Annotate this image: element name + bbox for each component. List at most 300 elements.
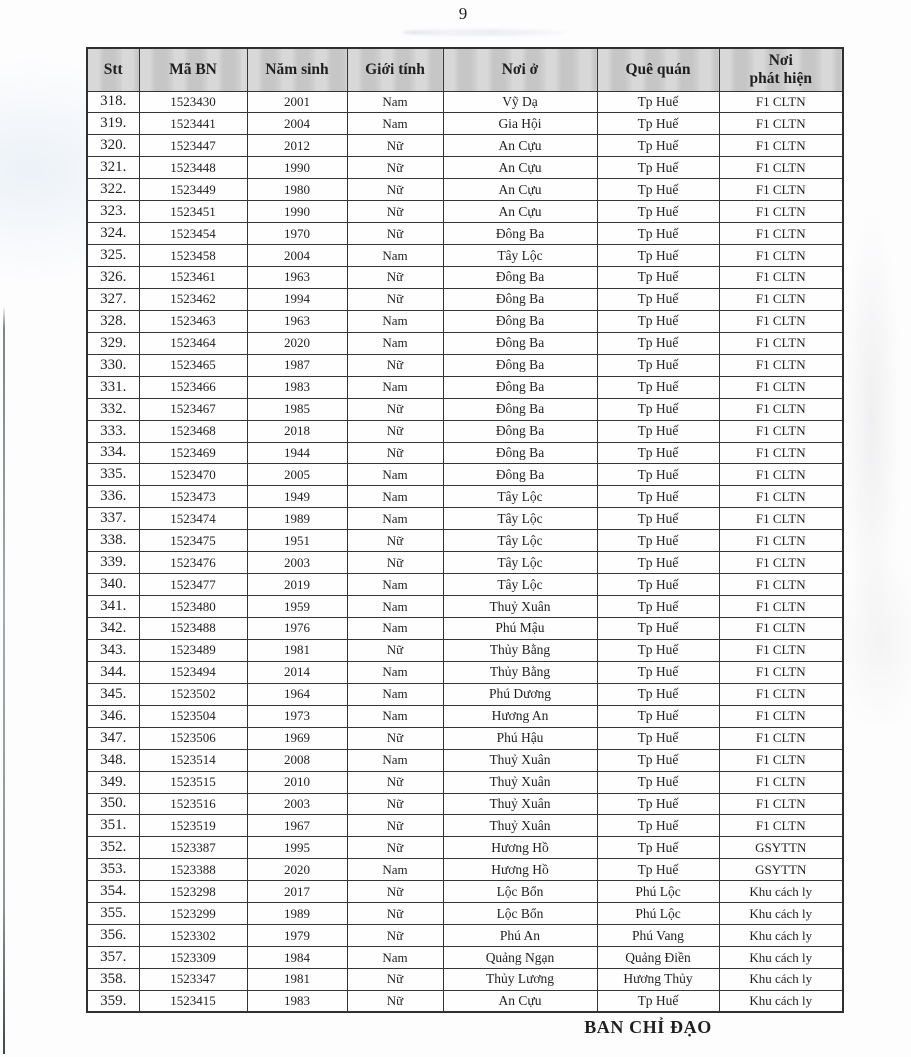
- table-row: [87, 420, 843, 442]
- cell-noi-phat-hien: F1 CLTN: [719, 157, 843, 179]
- cell-que-quan: Tp Huế: [597, 113, 719, 135]
- header-noi-o: Nơi ở: [443, 48, 597, 91]
- cell-gioi-tinh: Nữ: [347, 201, 443, 223]
- table-row: [87, 267, 843, 289]
- cell-noi-o: Đông Ba: [443, 332, 597, 354]
- table-row: [87, 179, 843, 201]
- table-row: [87, 990, 843, 1012]
- cell-noi-phat-hien: F1 CLTN: [719, 113, 843, 135]
- cell-que-quan: Tp Huế: [597, 508, 719, 530]
- cell-noi-o: Phú Mậu: [443, 618, 597, 640]
- cell-ma-bn: 1523302: [139, 925, 247, 947]
- table-row: [87, 969, 843, 991]
- cell-nam-sinh: 1990: [247, 201, 347, 223]
- cell-ma-bn: 1523470: [139, 464, 247, 486]
- page-number: 9: [458, 4, 468, 23]
- table-body: [87, 91, 843, 1012]
- cell-stt: 318.: [87, 91, 139, 113]
- cell-noi-o: Thuỷ Xuân: [443, 596, 597, 618]
- cell-stt: 322.: [87, 179, 139, 201]
- cell-ma-bn: 1523388: [139, 859, 247, 881]
- table-row: [87, 596, 843, 618]
- cell-noi-o: Hương Hồ: [443, 859, 597, 881]
- cell-nam-sinh: 2017: [247, 881, 347, 903]
- cell-noi-phat-hien: F1 CLTN: [719, 486, 843, 508]
- header-gioi-tinh: Giới tính: [347, 48, 443, 91]
- cell-noi-phat-hien: F1 CLTN: [719, 661, 843, 683]
- cell-que-quan: Tp Huế: [597, 618, 719, 640]
- cell-gioi-tinh: Nữ: [347, 727, 443, 749]
- cell-noi-o: An Cựu: [443, 135, 597, 157]
- cell-noi-o: Đông Ba: [443, 376, 597, 398]
- table-row: [87, 332, 843, 354]
- cell-stt: 357.: [87, 947, 139, 969]
- cell-noi-o: Thủy Bằng: [443, 639, 597, 661]
- cell-gioi-tinh: Nam: [347, 464, 443, 486]
- header-que-quan: Quê quán: [597, 48, 719, 91]
- cell-noi-phat-hien: F1 CLTN: [719, 771, 843, 793]
- cell-noi-o: Tây Lộc: [443, 552, 597, 574]
- cell-noi-o: Phú Hậu: [443, 727, 597, 749]
- table-row: [87, 530, 843, 552]
- table-row: [87, 157, 843, 179]
- table-row: [87, 925, 843, 947]
- cell-stt: 337.: [87, 508, 139, 530]
- cell-nam-sinh: 1959: [247, 596, 347, 618]
- cell-nam-sinh: 1970: [247, 223, 347, 245]
- cell-noi-phat-hien: F1 CLTN: [719, 552, 843, 574]
- cell-noi-o: Thủy Lương: [443, 969, 597, 991]
- cell-que-quan: Tp Huế: [597, 157, 719, 179]
- table-row: [87, 683, 843, 705]
- cell-noi-phat-hien: GSYTTN: [719, 837, 843, 859]
- cell-que-quan: Tp Huế: [597, 179, 719, 201]
- cell-stt: 344.: [87, 661, 139, 683]
- cell-ma-bn: 1523461: [139, 267, 247, 289]
- cell-que-quan: Hương Thủy: [597, 969, 719, 991]
- cell-noi-phat-hien: F1 CLTN: [719, 223, 843, 245]
- cell-que-quan: Tp Huế: [597, 288, 719, 310]
- cell-ma-bn: 1523298: [139, 881, 247, 903]
- cell-que-quan: Tp Huế: [597, 91, 719, 113]
- table-row: [87, 508, 843, 530]
- cell-ma-bn: 1523504: [139, 705, 247, 727]
- cell-noi-o: Tây Lộc: [443, 508, 597, 530]
- cell-noi-o: Đông Ba: [443, 223, 597, 245]
- cell-noi-phat-hien: F1 CLTN: [719, 793, 843, 815]
- cell-noi-phat-hien: Khu cách ly: [719, 903, 843, 925]
- cell-nam-sinh: 1976: [247, 618, 347, 640]
- cell-stt: 323.: [87, 201, 139, 223]
- cell-stt: 331.: [87, 376, 139, 398]
- cell-stt: 321.: [87, 157, 139, 179]
- cell-gioi-tinh: Nữ: [347, 157, 443, 179]
- cell-gioi-tinh: Nữ: [347, 223, 443, 245]
- cell-nam-sinh: 2005: [247, 464, 347, 486]
- header-ma-bn: Mã BN: [139, 48, 247, 91]
- cell-noi-phat-hien: F1 CLTN: [719, 749, 843, 771]
- cell-stt: 330.: [87, 354, 139, 376]
- cell-nam-sinh: 1963: [247, 267, 347, 289]
- table-row: [87, 135, 843, 157]
- cell-gioi-tinh: Nữ: [347, 639, 443, 661]
- cell-ma-bn: 1523347: [139, 969, 247, 991]
- cell-noi-phat-hien: F1 CLTN: [719, 398, 843, 420]
- header-row: [87, 48, 843, 91]
- cell-nam-sinh: 2012: [247, 135, 347, 157]
- table-row: [87, 486, 843, 508]
- cell-noi-phat-hien: Khu cách ly: [719, 947, 843, 969]
- cell-stt: 340.: [87, 574, 139, 596]
- cell-nam-sinh: 1989: [247, 508, 347, 530]
- patient-table: [86, 47, 844, 1013]
- cell-nam-sinh: 2014: [247, 661, 347, 683]
- cell-ma-bn: 1523506: [139, 727, 247, 749]
- cell-stt: 354.: [87, 881, 139, 903]
- cell-nam-sinh: 2019: [247, 574, 347, 596]
- cell-ma-bn: 1523488: [139, 618, 247, 640]
- cell-noi-o: Tây Lộc: [443, 486, 597, 508]
- table-row: [87, 223, 843, 245]
- cell-que-quan: Tp Huế: [597, 793, 719, 815]
- table-row: [87, 91, 843, 113]
- cell-ma-bn: 1523430: [139, 91, 247, 113]
- cell-nam-sinh: 1989: [247, 903, 347, 925]
- cell-stt: 355.: [87, 903, 139, 925]
- cell-noi-o: Tây Lộc: [443, 245, 597, 267]
- cell-nam-sinh: 1967: [247, 815, 347, 837]
- cell-stt: 348.: [87, 749, 139, 771]
- cell-gioi-tinh: Nam: [347, 683, 443, 705]
- cell-nam-sinh: 1944: [247, 442, 347, 464]
- cell-noi-o: Quảng Ngạn: [443, 947, 597, 969]
- cell-noi-o: Vỹ Dạ: [443, 91, 597, 113]
- cell-noi-phat-hien: F1 CLTN: [719, 705, 843, 727]
- cell-ma-bn: 1523476: [139, 552, 247, 574]
- cell-nam-sinh: 2004: [247, 245, 347, 267]
- cell-noi-o: Gia Hội: [443, 113, 597, 135]
- cell-gioi-tinh: Nữ: [347, 903, 443, 925]
- cell-nam-sinh: 1985: [247, 398, 347, 420]
- cell-stt: 345.: [87, 683, 139, 705]
- cell-noi-o: Đông Ba: [443, 464, 597, 486]
- header-noi-phat-hien: [719, 48, 843, 91]
- cell-gioi-tinh: Nam: [347, 508, 443, 530]
- cell-stt: 325.: [87, 245, 139, 267]
- cell-gioi-tinh: Nữ: [347, 837, 443, 859]
- cell-ma-bn: 1523415: [139, 990, 247, 1012]
- cell-noi-phat-hien: F1 CLTN: [719, 596, 843, 618]
- cell-que-quan: Tp Huế: [597, 267, 719, 289]
- cell-que-quan: Tp Huế: [597, 837, 719, 859]
- cell-noi-o: Thủy Bằng: [443, 661, 597, 683]
- cell-que-quan: Tp Huế: [597, 201, 719, 223]
- table-row: [87, 464, 843, 486]
- cell-gioi-tinh: Nam: [347, 618, 443, 640]
- table-row: [87, 354, 843, 376]
- header-nam-sinh: Năm sinh: [247, 48, 347, 91]
- cell-stt: 338.: [87, 530, 139, 552]
- cell-stt: 332.: [87, 398, 139, 420]
- cell-noi-phat-hien: F1 CLTN: [719, 91, 843, 113]
- cell-noi-phat-hien: F1 CLTN: [719, 508, 843, 530]
- cell-stt: 320.: [87, 135, 139, 157]
- cell-gioi-tinh: Nam: [347, 113, 443, 135]
- table-row: [87, 727, 843, 749]
- cell-ma-bn: 1523519: [139, 815, 247, 837]
- table-row: [87, 618, 843, 640]
- cell-gioi-tinh: Nữ: [347, 771, 443, 793]
- cell-noi-phat-hien: Khu cách ly: [719, 990, 843, 1012]
- scan-edge-line-artifact: [3, 306, 5, 1054]
- cell-gioi-tinh: Nữ: [347, 179, 443, 201]
- committee-signature-title: BAN CHỈ ĐẠO: [584, 1017, 712, 1037]
- cell-stt: 328.: [87, 310, 139, 332]
- cell-que-quan: Tp Huế: [597, 596, 719, 618]
- cell-stt: 319.: [87, 113, 139, 135]
- cell-stt: 334.: [87, 442, 139, 464]
- cell-ma-bn: 1523447: [139, 135, 247, 157]
- cell-ma-bn: 1523463: [139, 310, 247, 332]
- cell-que-quan: Tp Huế: [597, 376, 719, 398]
- cell-noi-o: Thuỷ Xuân: [443, 793, 597, 815]
- table-row: [87, 398, 843, 420]
- cell-stt: 342.: [87, 618, 139, 640]
- cell-nam-sinh: 2018: [247, 420, 347, 442]
- cell-que-quan: Tp Huế: [597, 223, 719, 245]
- cell-gioi-tinh: Nam: [347, 661, 443, 683]
- cell-stt: 358.: [87, 969, 139, 991]
- cell-noi-o: An Cựu: [443, 990, 597, 1012]
- cell-ma-bn: 1523387: [139, 837, 247, 859]
- cell-nam-sinh: 2003: [247, 552, 347, 574]
- cell-noi-o: Thuỷ Xuân: [443, 749, 597, 771]
- cell-ma-bn: 1523473: [139, 486, 247, 508]
- cell-noi-phat-hien: F1 CLTN: [719, 201, 843, 223]
- table-row: [87, 947, 843, 969]
- cell-gioi-tinh: Nữ: [347, 925, 443, 947]
- cell-nam-sinh: 2003: [247, 793, 347, 815]
- cell-nam-sinh: 1979: [247, 925, 347, 947]
- cell-noi-phat-hien: F1 CLTN: [719, 683, 843, 705]
- cell-noi-o: Đông Ba: [443, 288, 597, 310]
- cell-stt: 346.: [87, 705, 139, 727]
- patient-table-header: [87, 48, 843, 91]
- table-row: [87, 552, 843, 574]
- cell-noi-o: Tây Lộc: [443, 530, 597, 552]
- table-row: [87, 903, 843, 925]
- table-row: [87, 705, 843, 727]
- cell-stt: 339.: [87, 552, 139, 574]
- cell-nam-sinh: 1951: [247, 530, 347, 552]
- cell-que-quan: Quảng Điền: [597, 947, 719, 969]
- table-row: [87, 245, 843, 267]
- scan-smudge-artifact: [402, 29, 567, 36]
- cell-nam-sinh: 2001: [247, 91, 347, 113]
- cell-noi-phat-hien: F1 CLTN: [719, 179, 843, 201]
- cell-gioi-tinh: Nam: [347, 705, 443, 727]
- cell-que-quan: Tp Huế: [597, 990, 719, 1012]
- cell-noi-phat-hien: F1 CLTN: [719, 530, 843, 552]
- cell-stt: 351.: [87, 815, 139, 837]
- cell-gioi-tinh: Nam: [347, 310, 443, 332]
- cell-que-quan: Tp Huế: [597, 398, 719, 420]
- cell-noi-phat-hien: F1 CLTN: [719, 464, 843, 486]
- cell-ma-bn: 1523489: [139, 639, 247, 661]
- cell-nam-sinh: 1963: [247, 310, 347, 332]
- cell-que-quan: Tp Huế: [597, 464, 719, 486]
- cell-nam-sinh: 2010: [247, 771, 347, 793]
- cell-que-quan: Phú Lộc: [597, 903, 719, 925]
- cell-que-quan: Tp Huế: [597, 859, 719, 881]
- cell-nam-sinh: 1964: [247, 683, 347, 705]
- cell-stt: 326.: [87, 267, 139, 289]
- cell-gioi-tinh: Nam: [347, 947, 443, 969]
- cell-noi-phat-hien: F1 CLTN: [719, 288, 843, 310]
- cell-noi-phat-hien: F1 CLTN: [719, 815, 843, 837]
- cell-noi-phat-hien: F1 CLTN: [719, 574, 843, 596]
- cell-noi-o: Đông Ba: [443, 420, 597, 442]
- cell-que-quan: Tp Huế: [597, 332, 719, 354]
- cell-ma-bn: 1523475: [139, 530, 247, 552]
- table-row: [87, 201, 843, 223]
- cell-noi-o: An Cựu: [443, 201, 597, 223]
- cell-nam-sinh: 1990: [247, 157, 347, 179]
- cell-nam-sinh: 1995: [247, 837, 347, 859]
- cell-stt: 347.: [87, 727, 139, 749]
- cell-gioi-tinh: Nữ: [347, 881, 443, 903]
- header-noi-phat-hien-line2: phát hiện: [749, 69, 812, 87]
- table-row: [87, 815, 843, 837]
- cell-nam-sinh: 2020: [247, 332, 347, 354]
- cell-que-quan: Tp Huế: [597, 705, 719, 727]
- cell-gioi-tinh: Nam: [347, 245, 443, 267]
- cell-gioi-tinh: Nữ: [347, 135, 443, 157]
- cell-nam-sinh: 1983: [247, 376, 347, 398]
- table-row: [87, 859, 843, 881]
- cell-stt: 343.: [87, 639, 139, 661]
- cell-gioi-tinh: Nam: [347, 376, 443, 398]
- cell-noi-o: Đông Ba: [443, 310, 597, 332]
- cell-noi-o: An Cựu: [443, 179, 597, 201]
- table-row: [87, 113, 843, 135]
- table-row: [87, 442, 843, 464]
- table-row: [87, 749, 843, 771]
- cell-ma-bn: 1523451: [139, 201, 247, 223]
- cell-noi-o: Hương An: [443, 705, 597, 727]
- cell-nam-sinh: 2008: [247, 749, 347, 771]
- cell-nam-sinh: 2020: [247, 859, 347, 881]
- table-row: [87, 837, 843, 859]
- cell-que-quan: Phú Vang: [597, 925, 719, 947]
- cell-nam-sinh: 1994: [247, 288, 347, 310]
- cell-que-quan: Tp Huế: [597, 815, 719, 837]
- cell-ma-bn: 1523477: [139, 574, 247, 596]
- cell-gioi-tinh: Nữ: [347, 442, 443, 464]
- header-stt: Stt: [87, 48, 139, 91]
- cell-gioi-tinh: Nữ: [347, 288, 443, 310]
- cell-nam-sinh: 1949: [247, 486, 347, 508]
- cell-noi-o: Hương Hồ: [443, 837, 597, 859]
- cell-ma-bn: 1523474: [139, 508, 247, 530]
- cell-ma-bn: 1523467: [139, 398, 247, 420]
- cell-que-quan: Tp Huế: [597, 749, 719, 771]
- cell-ma-bn: 1523480: [139, 596, 247, 618]
- cell-noi-phat-hien: F1 CLTN: [719, 727, 843, 749]
- cell-gioi-tinh: Nữ: [347, 815, 443, 837]
- cell-que-quan: Tp Huế: [597, 486, 719, 508]
- cell-nam-sinh: 1973: [247, 705, 347, 727]
- cell-gioi-tinh: Nam: [347, 486, 443, 508]
- cell-gioi-tinh: Nữ: [347, 969, 443, 991]
- cell-que-quan: Tp Huế: [597, 683, 719, 705]
- cell-que-quan: Tp Huế: [597, 442, 719, 464]
- cell-noi-o: Đông Ba: [443, 354, 597, 376]
- cell-que-quan: Tp Huế: [597, 771, 719, 793]
- cell-stt: 335.: [87, 464, 139, 486]
- cell-ma-bn: 1523515: [139, 771, 247, 793]
- cell-que-quan: Tp Huế: [597, 310, 719, 332]
- cell-ma-bn: 1523502: [139, 683, 247, 705]
- cell-noi-phat-hien: F1 CLTN: [719, 135, 843, 157]
- cell-noi-o: Lộc Bổn: [443, 903, 597, 925]
- cell-stt: 356.: [87, 925, 139, 947]
- cell-ma-bn: 1523448: [139, 157, 247, 179]
- cell-noi-phat-hien: F1 CLTN: [719, 332, 843, 354]
- cell-nam-sinh: 1983: [247, 990, 347, 1012]
- cell-noi-o: Lộc Bổn: [443, 881, 597, 903]
- cell-que-quan: Tp Huế: [597, 530, 719, 552]
- cell-noi-phat-hien: F1 CLTN: [719, 442, 843, 464]
- cell-ma-bn: 1523468: [139, 420, 247, 442]
- table-row: [87, 639, 843, 661]
- cell-ma-bn: 1523469: [139, 442, 247, 464]
- cell-stt: 341.: [87, 596, 139, 618]
- cell-gioi-tinh: Nữ: [347, 420, 443, 442]
- cell-stt: 352.: [87, 837, 139, 859]
- cell-noi-phat-hien: F1 CLTN: [719, 245, 843, 267]
- cell-stt: 349.: [87, 771, 139, 793]
- cell-ma-bn: 1523309: [139, 947, 247, 969]
- header-noi-phat-hien-line1: Nơi: [768, 51, 793, 69]
- table-row: [87, 376, 843, 398]
- cell-ma-bn: 1523299: [139, 903, 247, 925]
- cell-noi-o: An Cựu: [443, 157, 597, 179]
- cell-gioi-tinh: Nam: [347, 749, 443, 771]
- cell-gioi-tinh: Nữ: [347, 267, 443, 289]
- cell-gioi-tinh: Nam: [347, 596, 443, 618]
- cell-que-quan: Tp Huế: [597, 354, 719, 376]
- cell-noi-phat-hien: F1 CLTN: [719, 618, 843, 640]
- cell-nam-sinh: 1969: [247, 727, 347, 749]
- cell-que-quan: Tp Huế: [597, 661, 719, 683]
- cell-ma-bn: 1523462: [139, 288, 247, 310]
- cell-stt: 350.: [87, 793, 139, 815]
- cell-stt: 359.: [87, 990, 139, 1012]
- cell-noi-phat-hien: F1 CLTN: [719, 267, 843, 289]
- cell-gioi-tinh: Nữ: [347, 398, 443, 420]
- cell-noi-o: Thuỷ Xuân: [443, 815, 597, 837]
- table-row: [87, 310, 843, 332]
- cell-ma-bn: 1523464: [139, 332, 247, 354]
- table-row: [87, 793, 843, 815]
- cell-noi-phat-hien: F1 CLTN: [719, 376, 843, 398]
- cell-noi-phat-hien: Khu cách ly: [719, 969, 843, 991]
- table-row: [87, 288, 843, 310]
- cell-que-quan: Tp Huế: [597, 574, 719, 596]
- cell-stt: 327.: [87, 288, 139, 310]
- cell-noi-phat-hien: GSYTTN: [719, 859, 843, 881]
